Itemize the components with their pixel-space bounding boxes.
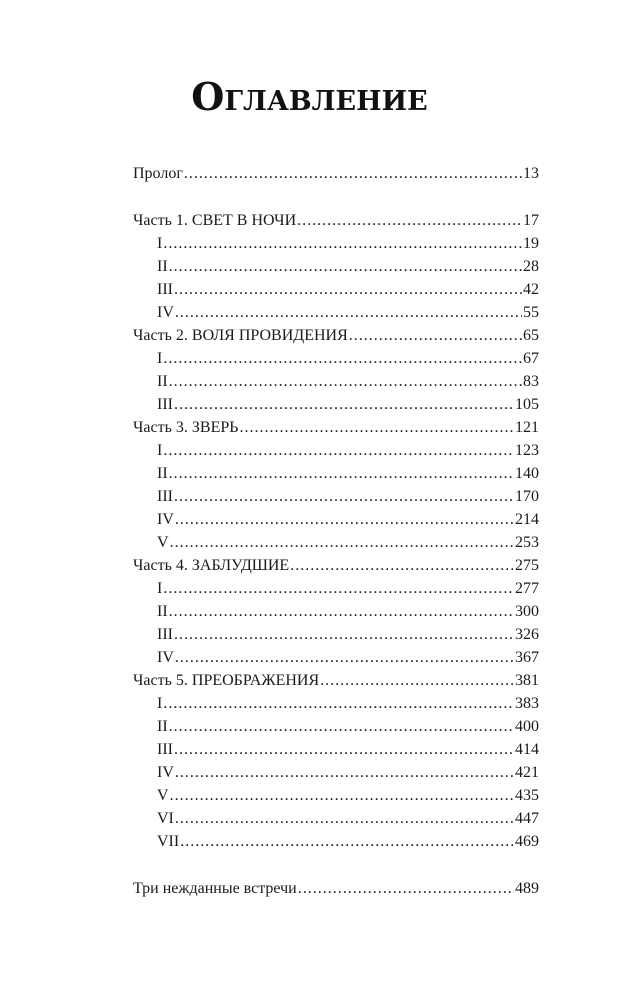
toc-page-number: 469 (515, 833, 539, 850)
toc-entry-chapter[interactable] (157, 394, 539, 416)
dot-leader (170, 785, 514, 807)
toc-entry-label: II (157, 465, 168, 482)
toc-page-number: 277 (515, 580, 539, 597)
toc-entry-chapter[interactable] (157, 601, 539, 623)
toc-page-number: 326 (515, 626, 539, 643)
dot-leader (180, 831, 514, 853)
toc-entry-chapter[interactable] (157, 440, 539, 462)
toc-entry-chapter[interactable] (157, 647, 539, 669)
toc-entry-chapter[interactable] (157, 509, 539, 531)
toc-entry-chapter[interactable] (157, 739, 539, 761)
toc-page-number: 17 (523, 212, 539, 229)
toc-entry-chapter[interactable] (157, 348, 539, 370)
toc-entry-label: Три нежданные встречи (133, 880, 297, 897)
dot-leader (175, 647, 514, 669)
toc-entry-label: VI (157, 810, 174, 827)
toc-page-number: 447 (515, 810, 539, 827)
toc-page-number: 400 (515, 718, 539, 735)
toc-entry-label: Часть 1. СВЕТ В НОЧИ (133, 212, 297, 229)
dot-leader (174, 739, 514, 761)
dot-leader (349, 325, 522, 347)
dot-leader (184, 163, 522, 185)
toc-entry-label: V (157, 787, 169, 804)
toc-page-number: 123 (515, 442, 539, 459)
toc-page-number: 55 (523, 304, 539, 321)
dot-leader (298, 878, 514, 900)
toc-entry-label: IV (157, 649, 174, 666)
toc-page-number: 42 (523, 281, 539, 298)
toc-page-number: 421 (515, 764, 539, 781)
toc-entry-label: III (157, 741, 173, 758)
toc-page-number: 300 (515, 603, 539, 620)
toc-entry-label: III (157, 488, 173, 505)
toc-page-number: 383 (515, 695, 539, 712)
toc-page-number: 13 (523, 165, 539, 182)
toc-entry-label: Пролог (133, 165, 183, 182)
toc-entry-chapter[interactable] (157, 371, 539, 393)
dot-leader (175, 762, 514, 784)
toc-entry-label: II (157, 373, 168, 390)
toc-entry-label: Часть 4. ЗАБЛУДШИЕ (133, 557, 290, 574)
toc-entry-chapter[interactable] (157, 808, 539, 830)
toc-page-number: 170 (515, 488, 539, 505)
dot-leader (174, 394, 514, 416)
toc-page-number: 489 (515, 880, 539, 897)
toc-entry-chapter[interactable] (157, 256, 539, 278)
dot-leader (170, 532, 514, 554)
toc-entry-chapter[interactable] (157, 831, 539, 853)
toc-entry-label: IV (157, 304, 174, 321)
toc-entry-prologue[interactable] (133, 163, 539, 185)
toc-entry-chapter[interactable] (157, 532, 539, 554)
dot-leader (163, 578, 514, 600)
dot-leader (169, 371, 522, 393)
toc-entry-label: I (157, 235, 163, 252)
toc-page-number: 28 (523, 258, 539, 275)
toc-entry-chapter[interactable] (157, 463, 539, 485)
toc-entry-label: III (157, 626, 173, 643)
toc-page-number: 121 (515, 419, 539, 436)
toc-entry-label: II (157, 258, 168, 275)
toc-entry-chapter[interactable] (157, 578, 539, 600)
toc-entry-part[interactable] (133, 417, 539, 439)
toc-entry-label: III (157, 281, 173, 298)
toc-entry-label: II (157, 603, 168, 620)
toc-entry-chapter[interactable] (157, 716, 539, 738)
toc-entry-part[interactable] (133, 555, 539, 577)
dot-leader (169, 463, 514, 485)
page-title: Оглавление (191, 74, 428, 119)
toc-entry-label: Часть 2. ВОЛЯ ПРОВИДЕНИЯ (133, 327, 348, 344)
toc-entry-part[interactable] (133, 325, 539, 347)
toc-entry-label: I (157, 695, 163, 712)
dot-leader (169, 601, 514, 623)
dot-leader (175, 808, 514, 830)
dot-leader (174, 279, 522, 301)
toc-page-number: 214 (515, 511, 539, 528)
toc-entry-label: II (157, 718, 168, 735)
toc-entry-chapter[interactable] (157, 233, 539, 255)
dot-leader (174, 486, 514, 508)
toc-entry-label: Часть 3. ЗВЕРЬ (133, 419, 239, 436)
toc-page-number: 435 (515, 787, 539, 804)
toc-entry-chapter[interactable] (157, 785, 539, 807)
toc-entry-chapter[interactable] (157, 762, 539, 784)
toc-entry-chapter[interactable] (157, 279, 539, 301)
dot-leader (175, 302, 522, 324)
dot-leader (163, 693, 514, 715)
dot-leader (320, 670, 514, 692)
dot-leader (175, 509, 514, 531)
toc-page-number: 275 (515, 557, 539, 574)
toc-page-number: 381 (515, 672, 539, 689)
toc-page-number: 253 (515, 534, 539, 551)
toc-page-number: 67 (523, 350, 539, 367)
dot-leader (297, 210, 522, 232)
toc-entry-label: VII (157, 833, 180, 850)
toc-entry-label: Часть 5. ПРЕОБРАЖЕНИЯ (133, 672, 320, 689)
dot-leader (163, 440, 514, 462)
toc-entry-epilogue[interactable] (133, 878, 539, 900)
toc-page-number: 83 (523, 373, 539, 390)
toc-entry-chapter[interactable] (157, 486, 539, 508)
toc-entry-label: III (157, 396, 173, 413)
toc-entry-label: IV (157, 764, 174, 781)
toc-entry-part[interactable] (133, 670, 539, 692)
dot-leader (239, 417, 514, 439)
dot-leader (163, 348, 522, 370)
dot-leader (290, 555, 514, 577)
toc-entry-chapter[interactable] (157, 693, 539, 715)
toc-entry-label: I (157, 580, 163, 597)
toc-entry-label: IV (157, 511, 174, 528)
dot-leader (169, 716, 514, 738)
toc-entry-label: V (157, 534, 169, 551)
dot-leader (163, 233, 522, 255)
toc-page-number: 140 (515, 465, 539, 482)
toc-page-number: 414 (515, 741, 539, 758)
toc-entry-chapter[interactable] (157, 302, 539, 324)
toc-page-number: 65 (523, 327, 539, 344)
dot-leader (169, 256, 522, 278)
toc-page-number: 367 (515, 649, 539, 666)
toc-page-number: 105 (515, 396, 539, 413)
toc-entry-chapter[interactable] (157, 624, 539, 646)
toc-entry-label: I (157, 350, 163, 367)
toc-entry-part[interactable] (133, 210, 539, 232)
dot-leader (174, 624, 514, 646)
toc-entry-label: I (157, 442, 163, 459)
toc-page-number: 19 (523, 235, 539, 252)
